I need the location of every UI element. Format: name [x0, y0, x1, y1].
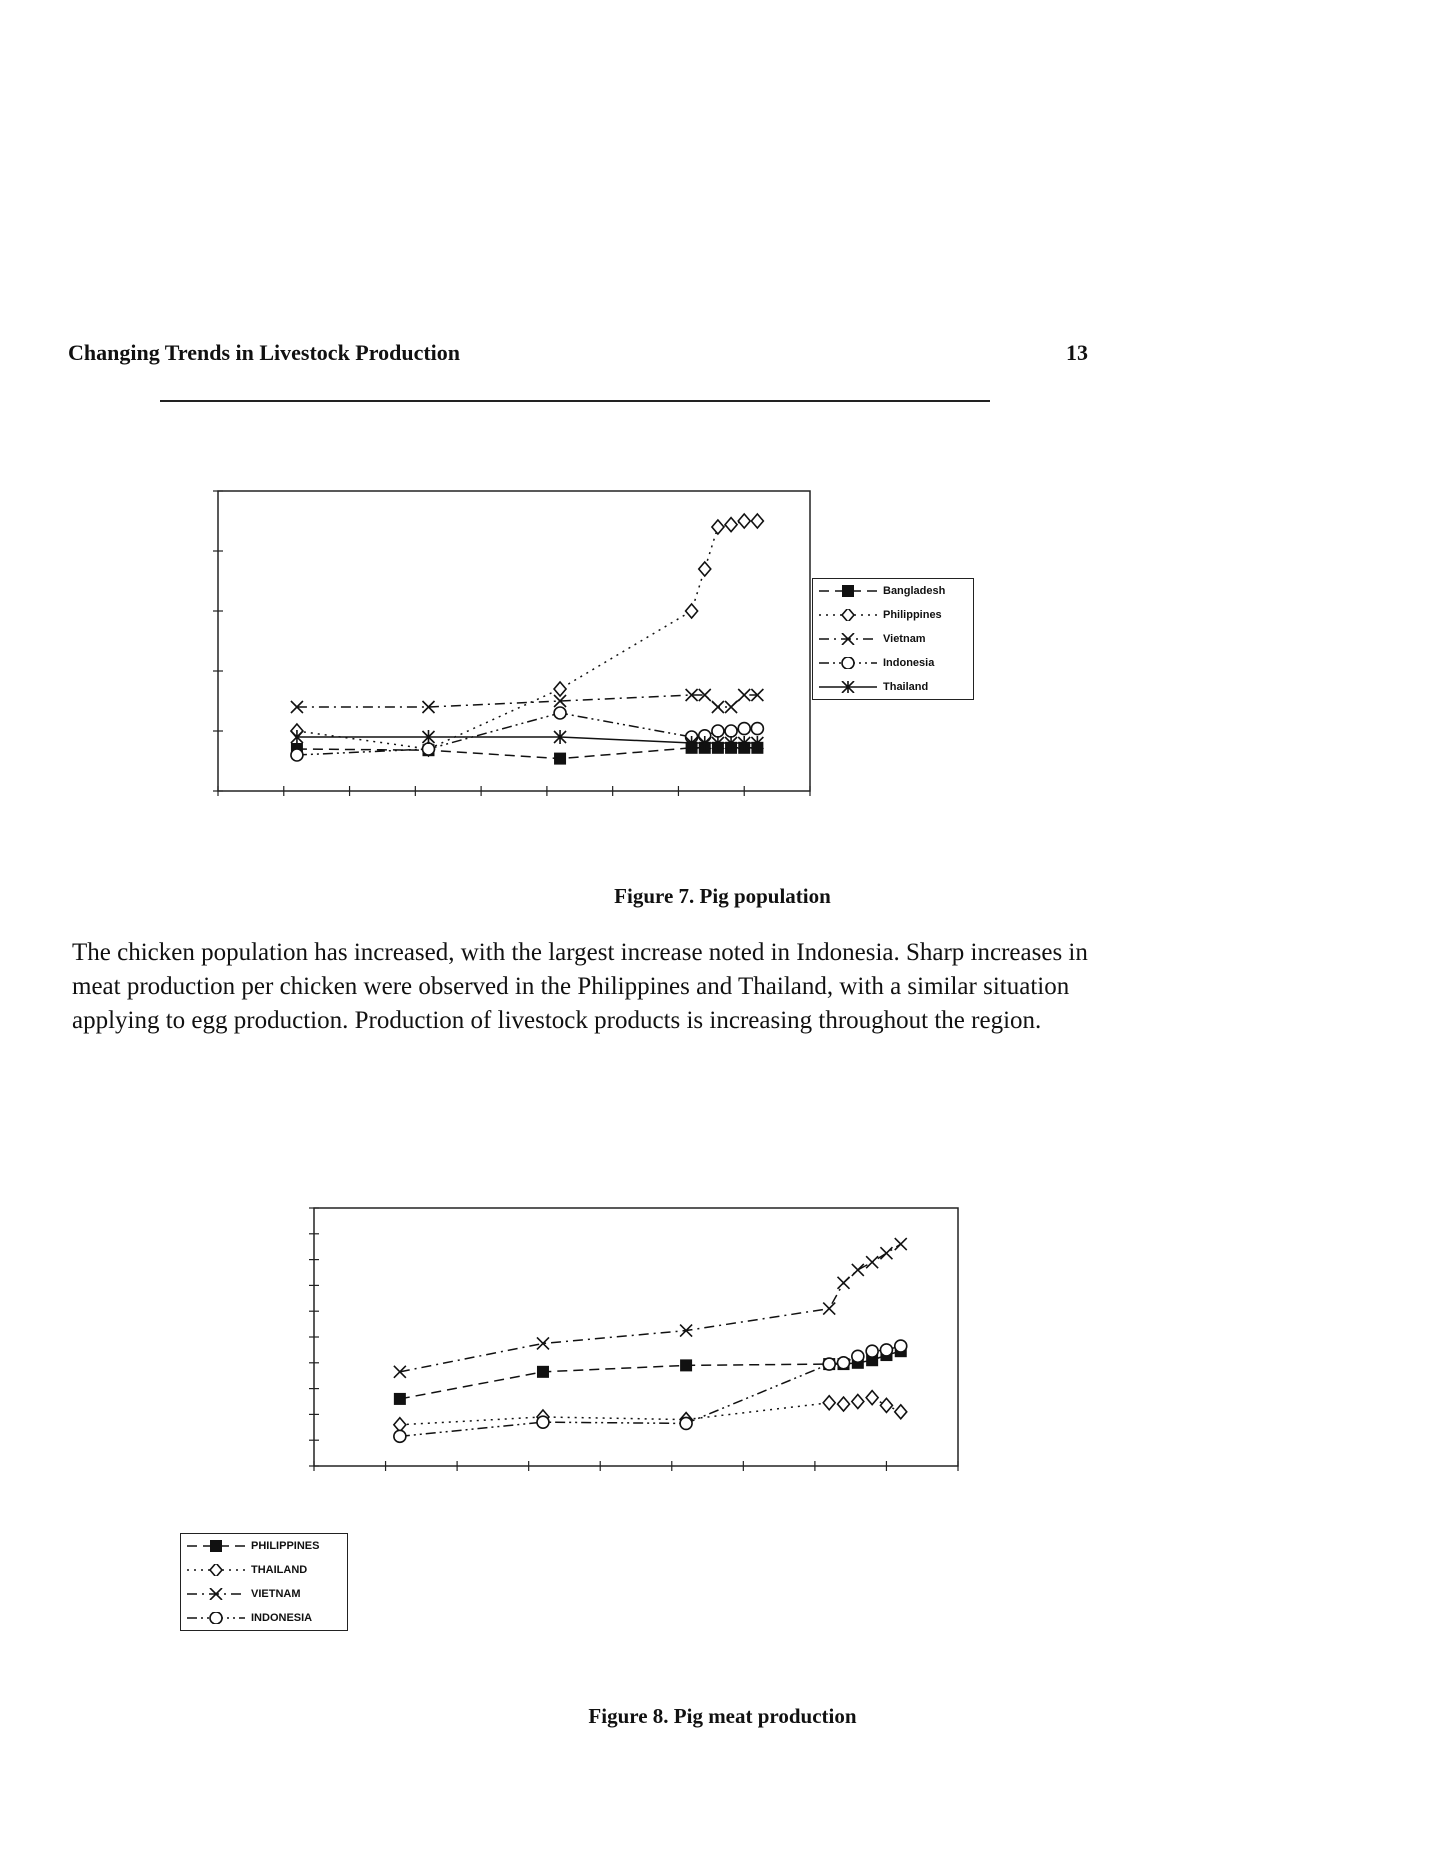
data-point	[394, 1393, 406, 1405]
data-point	[394, 1430, 406, 1442]
data-point	[537, 1366, 549, 1378]
legend-label: Bangladesh	[883, 585, 946, 597]
legend-label: Thailand	[883, 681, 929, 693]
data-point	[838, 1397, 850, 1411]
legend-label: THAILAND	[251, 1564, 308, 1576]
legend-entry	[181, 1582, 347, 1606]
series-vietnam	[394, 1238, 907, 1378]
data-point	[866, 1391, 878, 1405]
data-point	[895, 1405, 907, 1419]
figure8-caption: Figure 8. Pig meat production	[588, 1704, 857, 1728]
data-point	[680, 1359, 692, 1371]
legend-entry	[181, 1534, 347, 1558]
data-point	[880, 1398, 892, 1412]
series-indonesia	[394, 1340, 907, 1442]
body-paragraph: The chicken population has increased, with the largest increase noted in Indonesia. Sharp increases in meat production per chicken were observed in the Philippines and Thailand, with a similar situation applying to egg production. Production of livestock products is increasing throughout the region.	[72, 939, 1088, 1034]
data-point	[537, 1416, 549, 1428]
data-point	[880, 1247, 892, 1259]
legend-entry	[181, 1606, 347, 1630]
data-point	[680, 1417, 692, 1429]
data-point	[866, 1256, 878, 1268]
data-point	[866, 1345, 878, 1357]
legend-key-marker	[210, 1564, 222, 1576]
legend-label: Philippines	[883, 609, 942, 621]
figure7-caption: Figure 7. Pig population	[614, 884, 831, 908]
data-point	[823, 1303, 835, 1315]
legend-label: VIETNAM	[251, 1588, 301, 1600]
data-point	[394, 1366, 406, 1378]
series-thailand	[394, 1391, 907, 1432]
pig-chart-legend	[180, 1533, 348, 1631]
data-point	[823, 1396, 835, 1410]
data-point	[880, 1344, 892, 1356]
data-point	[895, 1238, 907, 1250]
running-title: Changing Trends in Livestock Production	[68, 340, 461, 365]
data-point	[823, 1358, 835, 1370]
legend-key	[187, 1612, 245, 1624]
legend-key	[187, 1588, 245, 1600]
plot-area	[314, 1208, 958, 1466]
page-number: 13	[1066, 340, 1088, 365]
data-point	[537, 1337, 549, 1349]
legend-key	[187, 1564, 245, 1576]
legend-label: Indonesia	[883, 657, 935, 669]
data-point	[895, 1340, 907, 1352]
legend-label: PHILIPPINES	[251, 1540, 320, 1552]
data-point	[852, 1264, 864, 1276]
data-point	[838, 1357, 850, 1369]
legend-label: INDONESIA	[251, 1612, 313, 1624]
legend-label: Vietnam	[883, 633, 926, 645]
data-point	[838, 1277, 850, 1289]
legend-key	[187, 1540, 245, 1552]
data-point	[852, 1395, 864, 1409]
legend-key-marker	[210, 1612, 222, 1624]
series-line	[400, 1244, 901, 1372]
legend-entry	[181, 1558, 347, 1582]
legend-key-marker	[210, 1540, 222, 1552]
data-point	[852, 1350, 864, 1362]
